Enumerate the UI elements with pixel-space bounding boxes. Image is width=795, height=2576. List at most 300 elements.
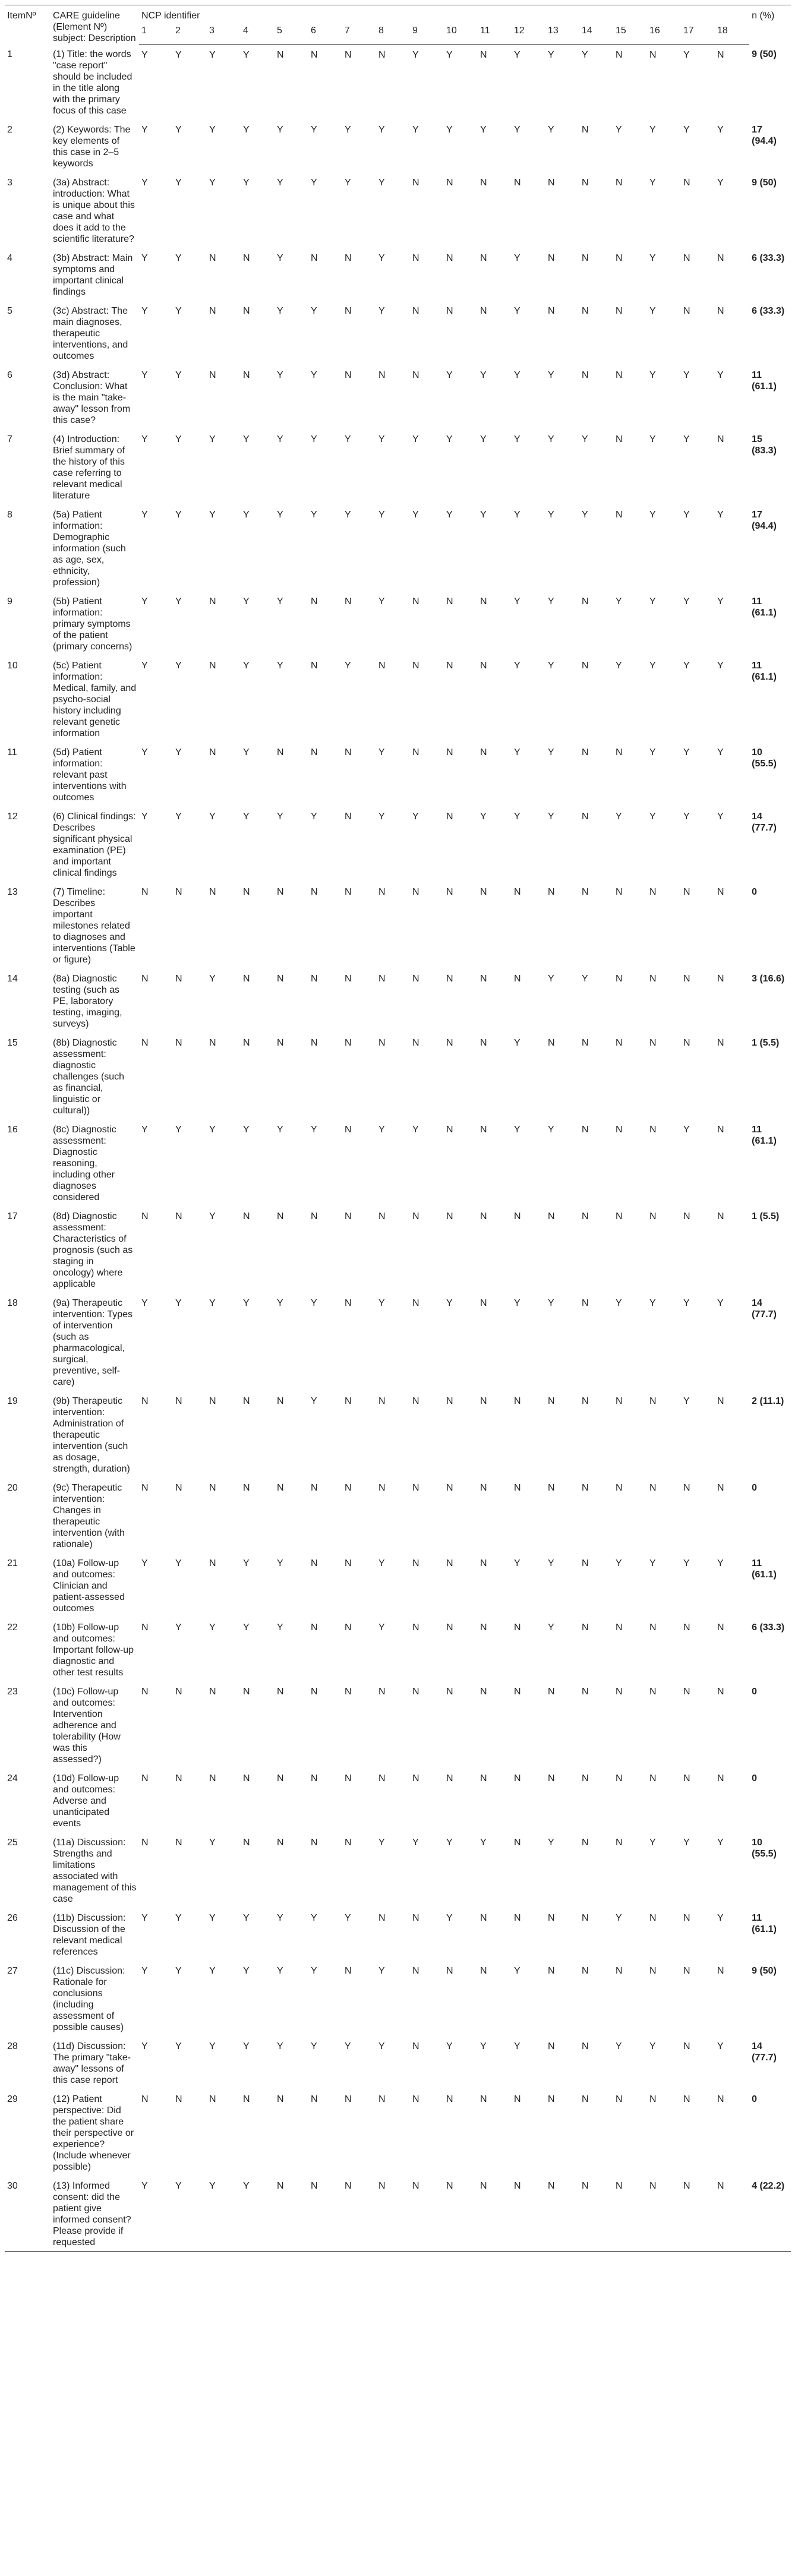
ncp-value-cell: N: [345, 812, 352, 822]
ncp-value-cell: N: [277, 1773, 284, 1783]
ncp-value-cell: N: [548, 1483, 555, 1493]
ncp-value-cell: N: [582, 125, 589, 135]
n-percent-cell: 2 (11.1): [752, 1396, 784, 1406]
ncp-value-cell: Y: [141, 2041, 148, 2051]
ncp-value-cell: N: [277, 1211, 284, 1221]
ncp-value-cell: Y: [514, 1558, 520, 1568]
n-percent-cell: 11 (61.1): [752, 1125, 777, 1146]
ncp-value-cell: Y: [243, 178, 250, 188]
ncp-value-cell: Y: [548, 49, 554, 60]
ncp-value-cell: N: [548, 2041, 555, 2051]
guideline-description: (10d) Follow-up and outcomes: Adverse and unanticipated events: [53, 1773, 119, 1829]
guideline-description: (10c) Follow-up and outcomes: Intervention adherence and tolerability (How was this assessed?): [53, 1687, 121, 1764]
ncp-value-cell: Y: [277, 1913, 283, 1923]
header-ncp-15: 15: [613, 25, 647, 44]
ncp-value-cell: Y: [277, 1966, 283, 1976]
ncp-value-cell: N: [683, 974, 690, 984]
ncp-value-cell: N: [311, 1558, 318, 1568]
guideline-description: (3a) Abstract: introduction: What is unique about this case and what does it add to the scientific literature?: [53, 178, 135, 244]
ncp-value-cell: N: [683, 887, 690, 897]
ncp-value-cell: Y: [243, 510, 250, 520]
ncp-value-cell: Y: [514, 2041, 520, 2051]
n-percent-cell: 4 (22.2): [749, 2176, 791, 2252]
ncp-value-cell: N: [175, 1773, 182, 1783]
ncp-value-cell: N: [345, 1838, 352, 1848]
ncp-value-cell: N: [277, 887, 284, 897]
ncp-value-cell: N: [514, 1622, 521, 1633]
header-ncp-18: 18: [715, 25, 749, 44]
ncp-value-cell: Y: [717, 178, 724, 188]
ncp-value-cell: Y: [683, 812, 690, 822]
ncp-value-cell: Y: [514, 1038, 520, 1048]
ncp-value-cell: N: [717, 434, 724, 444]
n-percent-cell: 15 (83.3): [752, 434, 777, 456]
table-row: [5, 742, 791, 806]
ncp-value-cell: Y: [717, 2041, 724, 2051]
table-row: [5, 2089, 791, 2176]
ncp-value-cell: N: [480, 253, 487, 263]
ncp-value-cell: N: [243, 1838, 250, 1848]
ncp-value-cell: N: [243, 974, 250, 984]
ncp-value-cell: Y: [378, 1298, 385, 1308]
ncp-value-cell: N: [616, 1773, 623, 1783]
ncp-value-cell: Y: [683, 1125, 690, 1135]
ncp-value-cell: N: [717, 1687, 724, 1697]
ncp-value-cell: Y: [717, 1913, 724, 1923]
ncp-value-cell: Y: [683, 434, 690, 444]
ncp-value-cell: Y: [649, 1298, 656, 1308]
ncp-value-cell: N: [345, 1966, 352, 1976]
ncp-value-cell: Y: [548, 1125, 554, 1135]
ncp-value-cell: Y: [277, 370, 283, 380]
ncp-value-cell: N: [311, 49, 318, 60]
ncp-value-cell: N: [243, 1038, 250, 1048]
ncp-value-cell: N: [480, 596, 487, 607]
ncp-value-cell: N: [141, 1622, 149, 1633]
n-percent-cell: 1 (5.5): [752, 1038, 780, 1048]
n-percent-cell: 10 (55.5): [752, 747, 777, 769]
ncp-value-cell: Y: [412, 434, 419, 444]
ncp-value-cell: N: [681, 2176, 715, 2252]
ncp-value-cell: Y: [209, 2041, 216, 2051]
ncp-value-cell: Y: [446, 434, 453, 444]
ncp-value-cell: Y: [209, 510, 216, 520]
ncp-value-cell: Y: [548, 747, 554, 757]
ncp-value-cell: Y: [649, 510, 656, 520]
ncp-value-cell: N: [345, 1558, 352, 1568]
ncp-value-cell: Y: [141, 434, 148, 444]
ncp-value-cell: N: [514, 887, 521, 897]
ncp-value-cell: Y: [175, 2041, 182, 2051]
ncp-value-cell: N: [548, 1211, 555, 1221]
item-number: 6: [7, 370, 12, 380]
ncp-value-cell: Y: [649, 370, 656, 380]
ncp-value-cell: N: [444, 2176, 478, 2252]
ncp-value-cell: N: [480, 887, 487, 897]
ncp-value-cell: Y: [514, 661, 520, 671]
table-row: [5, 172, 791, 248]
ncp-value-cell: N: [649, 1483, 657, 1493]
ncp-value-cell: N: [582, 1298, 589, 1308]
ncp-value-cell: N: [175, 1838, 182, 1848]
ncp-value-cell: N: [175, 1211, 182, 1221]
ncp-value-cell: Y: [548, 1838, 554, 1848]
ncp-value-cell: N: [345, 370, 352, 380]
ncp-value-cell: N: [446, 1038, 453, 1048]
table-row: [5, 1553, 791, 1617]
ncp-value-cell: Y: [141, 253, 148, 263]
n-percent-cell: 17 (94.4): [752, 510, 777, 531]
ncp-value-cell: Y: [649, 253, 656, 263]
ncp-value-cell: Y: [243, 812, 250, 822]
ncp-value-cell: N: [277, 1038, 284, 1048]
ncp-value-cell: Y: [582, 510, 588, 520]
ncp-value-cell: Y: [175, 596, 182, 607]
ncp-value-cell: N: [345, 1211, 352, 1221]
ncp-value-cell: Y: [649, 661, 656, 671]
guideline-description: (7) Timeline: Describes important milestones related to diagnoses and interventions (Table or figure): [53, 887, 135, 965]
ncp-value-cell: N: [175, 1483, 182, 1493]
ncp-value-cell: N: [175, 1687, 182, 1697]
ncp-value-cell: Y: [649, 596, 656, 607]
table-row: [5, 1908, 791, 1961]
ncp-value-cell: Y: [649, 1558, 656, 1568]
ncp-value-cell: Y: [480, 1838, 487, 1848]
ncp-value-cell: Y: [175, 1913, 182, 1923]
ncp-value-cell: N: [446, 812, 453, 822]
header-ncp-7: 7: [342, 25, 376, 44]
ncp-value-cell: Y: [141, 49, 148, 60]
ncp-value-cell: N: [480, 661, 487, 671]
ncp-value-cell: Y: [514, 1966, 520, 1976]
ncp-value-cell: N: [514, 974, 521, 984]
ncp-value-cell: Y: [209, 434, 216, 444]
ncp-value-cell: Y: [311, 2041, 317, 2051]
ncp-value-cell: Y: [412, 49, 419, 60]
ncp-value-cell: N: [616, 1211, 623, 1221]
ncp-value-cell: Y: [717, 510, 724, 520]
ncp-value-cell: N: [446, 1211, 453, 1221]
ncp-value-cell: N: [717, 1125, 724, 1135]
header-ncp-14: 14: [579, 25, 613, 44]
ncp-value-cell: N: [649, 1687, 657, 1697]
ncp-value-cell: N: [683, 1687, 690, 1697]
ncp-value-cell: Y: [683, 661, 690, 671]
ncp-value-cell: N: [412, 1622, 419, 1633]
ncp-value-cell: N: [582, 1125, 589, 1135]
ncp-value-cell: Y: [311, 1125, 317, 1135]
ncp-value-cell: N: [683, 1038, 690, 1048]
ncp-value-cell: Y: [141, 1298, 148, 1308]
header-item: ItemNº: [7, 11, 36, 21]
ncp-value-cell: Y: [345, 2041, 351, 2051]
ncp-value-cell: Y: [616, 1913, 622, 1923]
n-percent-cell: 0: [752, 1773, 758, 1783]
n-percent-cell: 0: [752, 887, 758, 897]
ncp-value-cell: N: [717, 2094, 724, 2104]
ncp-value-cell: Y: [141, 125, 148, 135]
ncp-value-cell: Y: [141, 1913, 148, 1923]
table-row: [5, 1391, 791, 1478]
ncp-value-cell: Y: [277, 1558, 283, 1568]
ncp-value-cell: Y: [717, 1838, 724, 1848]
ncp-value-cell: Y: [209, 125, 216, 135]
ncp-value-cell: N: [683, 1483, 690, 1493]
ncp-value-cell: N: [613, 2176, 647, 2252]
table-row: [5, 44, 791, 119]
ncp-value-cell: N: [311, 1773, 318, 1783]
item-number: 23: [7, 1687, 18, 1697]
ncp-value-cell: N: [378, 2094, 386, 2104]
n-percent-cell: 0: [752, 2094, 758, 2104]
ncp-value-cell: N: [649, 2094, 657, 2104]
ncp-value-cell: N: [209, 596, 216, 607]
ncp-value-cell: Y: [378, 812, 385, 822]
ncp-value-cell: Y: [209, 1838, 216, 1848]
ncp-value-cell: Y: [243, 1913, 250, 1923]
ncp-value-cell: Y: [514, 1125, 520, 1135]
ncp-value-cell: N: [480, 1966, 487, 1976]
ncp-value-cell: N: [412, 1211, 419, 1221]
header-ncp-6: 6: [308, 25, 342, 44]
table-row: [5, 882, 791, 968]
ncp-value-cell: N: [412, 370, 419, 380]
ncp-value-cell: N: [683, 2041, 690, 2051]
ncp-value-cell: N: [548, 1913, 555, 1923]
ncp-value-cell: N: [311, 1622, 318, 1633]
n-percent-cell: 11 (61.1): [752, 370, 777, 392]
ncp-value-cell: N: [446, 596, 453, 607]
ncp-value-cell: N: [175, 974, 182, 984]
item-number: 16: [7, 1125, 18, 1135]
ncp-value-cell: N: [683, 1966, 690, 1976]
table-row: [5, 2036, 791, 2089]
ncp-value-cell: N: [311, 661, 318, 671]
ncp-value-cell: N: [582, 1558, 589, 1568]
ncp-value-cell: Y: [175, 1966, 182, 1976]
ncp-value-cell: N: [649, 1913, 657, 1923]
ncp-value-cell: N: [277, 1483, 284, 1493]
ncp-value-cell: N: [480, 306, 487, 316]
ncp-value-cell: N: [616, 510, 623, 520]
ncp-value-cell: N: [209, 370, 216, 380]
ncp-value-cell: N: [616, 1966, 623, 1976]
ncp-value-cell: N: [345, 1687, 352, 1697]
ncp-value-cell: Y: [649, 125, 656, 135]
ncp-value-cell: Y: [514, 747, 520, 757]
ncp-value-cell: N: [717, 1773, 724, 1783]
ncp-value-cell: N: [715, 2176, 749, 2252]
ncp-value-cell: Y: [548, 125, 554, 135]
ncp-value-cell: Y: [345, 178, 351, 188]
table-row: [5, 1478, 791, 1553]
ncp-value-cell: N: [410, 2176, 444, 2252]
ncp-value-cell: Y: [446, 370, 453, 380]
ncp-value-cell: N: [141, 1773, 149, 1783]
ncp-value-cell: N: [480, 1125, 487, 1135]
ncp-value-cell: N: [412, 2041, 419, 2051]
ncp-value-cell: Y: [175, 178, 182, 188]
ncp-value-cell: N: [480, 1396, 487, 1406]
ncp-value-cell: Y: [514, 812, 520, 822]
ncp-value-cell: N: [582, 1913, 589, 1923]
item-number: 3: [7, 178, 12, 188]
ncp-value-cell: Y: [243, 1298, 250, 1308]
ncp-value-cell: Y: [480, 510, 487, 520]
ncp-value-cell: N: [616, 887, 623, 897]
ncp-value-cell: Y: [548, 434, 554, 444]
ncp-value-cell: N: [616, 253, 623, 263]
ncp-value-cell: N: [545, 2176, 579, 2252]
ncp-value-cell: N: [446, 1966, 453, 1976]
ncp-value-cell: Y: [277, 812, 283, 822]
ncp-value-cell: N: [412, 1483, 419, 1493]
ncp-value-cell: N: [480, 974, 487, 984]
ncp-value-cell: Y: [175, 370, 182, 380]
n-percent-cell: 9 (50): [752, 1966, 777, 1976]
ncp-value-cell: Y: [412, 510, 419, 520]
table-row: [5, 365, 791, 429]
ncp-value-cell: N: [579, 2176, 613, 2252]
ncp-value-cell: Y: [514, 253, 520, 263]
ncp-value-cell: N: [480, 1038, 487, 1048]
ncp-value-cell: N: [446, 178, 453, 188]
ncp-value-cell: Y: [175, 306, 182, 316]
guideline-description: (5a) Patient information: Demographic information (such as age, sex, ethnicity, profession): [53, 510, 126, 588]
ncp-value-cell: Y: [548, 974, 554, 984]
ncp-value-cell: N: [345, 1125, 352, 1135]
table-row: [5, 1832, 791, 1908]
ncp-value-cell: Y: [311, 434, 317, 444]
n-percent-cell: 11 (61.1): [752, 596, 777, 618]
guideline-description: (5d) Patient information: relevant past interventions with outcomes: [53, 747, 127, 803]
ncp-value-cell: N: [209, 1396, 216, 1406]
ncp-value-cell: N: [582, 1038, 589, 1048]
ncp-value-cell: N: [717, 1622, 724, 1633]
ncp-value-cell: N: [345, 596, 352, 607]
ncp-value-cell: N: [311, 747, 318, 757]
ncp-value-cell: N: [514, 1913, 521, 1923]
ncp-value-cell: N: [345, 1483, 352, 1493]
ncp-value-cell: N: [378, 887, 386, 897]
ncp-value-cell: N: [311, 1838, 318, 1848]
ncp-value-cell: N: [412, 2094, 419, 2104]
ncp-value-cell: N: [446, 306, 453, 316]
table-row: [5, 1961, 791, 2036]
ncp-value-cell: N: [446, 1396, 453, 1406]
guideline-description: (8c) Diagnostic assessment: Diagnostic reasoning, including other diagnoses considered: [53, 1125, 116, 1202]
ncp-value-cell: N: [616, 1622, 623, 1633]
ncp-value-cell: N: [311, 1687, 318, 1697]
ncp-value-cell: N: [548, 1687, 555, 1697]
ncp-value-cell: N: [412, 1913, 419, 1923]
ncp-value-cell: N: [277, 1687, 284, 1697]
item-number: 26: [7, 1913, 18, 1923]
ncp-value-cell: N: [412, 596, 419, 607]
item-number: 5: [7, 306, 12, 316]
ncp-value-cell: Y: [649, 178, 656, 188]
ncp-value-cell: N: [717, 1211, 724, 1221]
ncp-value-cell: Y: [243, 2041, 250, 2051]
ncp-value-cell: N: [243, 1773, 250, 1783]
ncp-value-cell: Y: [175, 510, 182, 520]
guideline-description: (4) Introduction: Brief summary of the history of this case referring to relevant medical literature: [53, 434, 125, 501]
item-number: 11: [7, 747, 17, 757]
ncp-value-cell: Y: [277, 2041, 283, 2051]
ncp-value-cell: N: [683, 253, 690, 263]
n-percent-cell: 11 (61.1): [752, 661, 777, 682]
ncp-value-cell: N: [378, 1773, 386, 1783]
ncp-value-cell: N: [717, 974, 724, 984]
ncp-value-cell: N: [717, 306, 724, 316]
ncp-value-cell: N: [141, 887, 149, 897]
ncp-value-cell: N: [345, 49, 352, 60]
ncp-value-cell: Y: [311, 306, 317, 316]
ncp-value-cell: N: [582, 1687, 589, 1697]
ncp-value-cell: Y: [378, 253, 385, 263]
ncp-value-cell: Y: [514, 510, 520, 520]
ncp-value-cell: N: [243, 1687, 250, 1697]
ncp-value-cell: Y: [548, 596, 554, 607]
ncp-value-cell: N: [548, 1773, 555, 1783]
ncp-value-cell: Y: [243, 596, 250, 607]
item-number: 2: [7, 125, 12, 135]
ncp-value-cell: N: [480, 1913, 487, 1923]
ncp-value-cell: N: [582, 370, 589, 380]
ncp-value-cell: N: [616, 1396, 623, 1406]
ncp-value-cell: Y: [175, 747, 182, 757]
ncp-value-cell: Y: [683, 49, 690, 60]
ncp-value-cell: N: [141, 1038, 149, 1048]
table-row: [5, 429, 791, 504]
ncp-value-cell: Y: [209, 1298, 216, 1308]
ncp-value-cell: N: [243, 306, 250, 316]
ncp-value-cell: N: [243, 370, 250, 380]
ncp-value-cell: Y: [277, 253, 283, 263]
ncp-value-cell: Y: [683, 1838, 690, 1848]
ncp-value-cell: Y: [277, 434, 283, 444]
ncp-value-cell: Y: [311, 1298, 317, 1308]
ncp-value-cell: N: [311, 253, 318, 263]
ncp-value-cell: Y: [345, 661, 351, 671]
item-number: 28: [7, 2041, 18, 2051]
n-percent-cell: 14 (77.7): [752, 1298, 777, 1319]
item-number: 21: [7, 1558, 18, 1568]
ncp-value-cell: N: [412, 661, 419, 671]
ncp-value-cell: N: [616, 2094, 623, 2104]
ncp-value-cell: N: [277, 747, 284, 757]
ncp-value-cell: N: [446, 253, 453, 263]
ncp-value-cell: Y: [175, 1558, 182, 1568]
ncp-value-cell: Y: [514, 434, 520, 444]
ncp-value-cell: Y: [311, 1913, 317, 1923]
ncp-value-cell: Y: [480, 2041, 487, 2051]
ncp-value-cell: N: [514, 1773, 521, 1783]
ncp-value-cell: N: [582, 178, 589, 188]
guideline-description: (8b) Diagnostic assessment: diagnostic challenges (such as financial, linguistic or cultural)): [53, 1038, 125, 1116]
ncp-value-cell: Y: [514, 1298, 520, 1308]
ncp-value-cell: Y: [582, 434, 588, 444]
ncp-value-cell: N: [345, 1622, 352, 1633]
ncp-value-cell: N: [446, 1125, 453, 1135]
ncp-value-cell: Y: [243, 434, 250, 444]
guideline-description: (6) Clinical findings: Describes significant physical examination (PE) and important clinical findings: [53, 812, 136, 878]
ncp-value-cell: N: [446, 974, 453, 984]
ncp-value-cell: Y: [649, 812, 656, 822]
ncp-value-cell: N: [582, 1396, 589, 1406]
ncp-value-cell: Y: [616, 596, 622, 607]
ncp-value-cell: N: [175, 1038, 182, 1048]
